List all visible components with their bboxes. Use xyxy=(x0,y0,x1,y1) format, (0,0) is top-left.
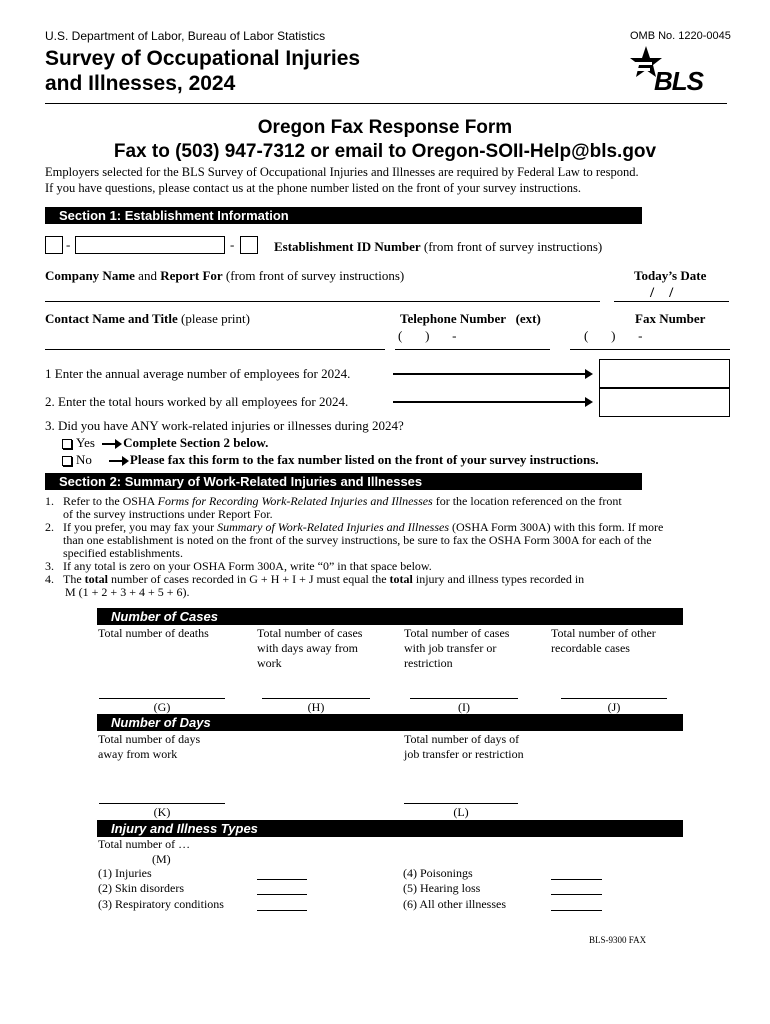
contact-bold: Contact Name and Title xyxy=(45,311,178,326)
contact-label xyxy=(45,311,250,327)
est-id-rest: (from front of survey instructions) xyxy=(423,239,603,254)
instruction-4-num: 4. xyxy=(45,572,54,586)
days-away-label: Total number of days away from work xyxy=(98,732,201,761)
todays-date-label: Today’s Date xyxy=(634,268,707,283)
est-id-bold: Establishment ID Number xyxy=(274,239,421,254)
instruction-2-b: Summary of Work-Related Injuries and Illnesses xyxy=(217,520,449,534)
type-4-field[interactable] xyxy=(551,879,602,880)
yes-checkbox[interactable] xyxy=(62,439,72,449)
form-number: BLS-9300 FAX xyxy=(589,935,647,945)
instruction-1-num: 1. xyxy=(45,494,54,508)
telephone-field[interactable] xyxy=(395,349,550,350)
no-label: No xyxy=(76,452,92,467)
instruction-2-e: specified establishments. xyxy=(63,546,183,560)
question-2: 2. Enter the total hours worked by all employees for 2024. xyxy=(45,394,349,409)
intro-line2: If you have questions, please contact us at the phone number listed on the front of your survey instructions. xyxy=(45,181,581,195)
yes-label: Yes xyxy=(76,435,95,450)
date-separators: / / xyxy=(650,285,674,301)
est-id-box2[interactable] xyxy=(75,236,225,254)
bls-logo xyxy=(628,44,718,96)
est-id-box1[interactable] xyxy=(45,236,63,254)
type-5-field[interactable] xyxy=(551,894,602,895)
instruction-1-b: Forms for Recording Work-Related Injuries and Illnesses xyxy=(157,494,433,508)
yes-arrow-icon xyxy=(102,443,120,445)
instruction-4 xyxy=(45,573,735,599)
form-title: Oregon Fax Response Form xyxy=(257,117,513,138)
instruction-1-body xyxy=(63,495,622,521)
days-header: Number of Days xyxy=(97,714,683,731)
days-away-cases-label: Total number of cases with days away from work xyxy=(257,626,363,670)
letter-g: (G) xyxy=(153,700,171,714)
transfer-days-label: Total number of days of job transfer or restriction xyxy=(404,732,524,761)
field-k[interactable] xyxy=(99,803,225,804)
est-id-dash1: - xyxy=(66,237,71,252)
no-option xyxy=(62,452,599,468)
field-g[interactable] xyxy=(99,698,225,699)
agency-name: U.S. Department of Labor, Bureau of Labor Statistics xyxy=(45,29,326,43)
est-id-dash2: - xyxy=(230,237,235,252)
type-2-label: (2) Skin disorders xyxy=(98,881,184,895)
letter-i: (I) xyxy=(458,700,470,714)
instruction-4-d: total xyxy=(389,572,413,586)
field-h[interactable] xyxy=(262,698,370,699)
instruction-2-a: If you prefer, you may fax your xyxy=(63,520,218,534)
instruction-2-num: 2. xyxy=(45,520,54,534)
phone-format: ( ) - xyxy=(398,328,457,343)
question-1: 1 Enter the annual average number of employees for 2024. xyxy=(45,366,351,381)
type-1-label: (1) Injuries xyxy=(98,866,152,880)
yes-option xyxy=(62,435,268,451)
field-j[interactable] xyxy=(561,698,667,699)
survey-title-line2: and Illnesses, 2024 xyxy=(45,72,236,95)
company-bold1: Company Name xyxy=(45,268,135,283)
est-id-box3[interactable] xyxy=(240,236,258,254)
instruction-2 xyxy=(45,521,735,560)
field-l[interactable] xyxy=(404,803,518,804)
deaths-label: Total number of deaths xyxy=(98,626,209,640)
field-i[interactable] xyxy=(410,698,518,699)
header-rule xyxy=(45,103,727,104)
section1-header: Section 1: Establishment Information xyxy=(45,207,642,224)
cases-header: Number of Cases xyxy=(97,608,683,625)
q1-arrow-icon xyxy=(393,373,591,375)
telephone-label xyxy=(400,311,541,327)
company-label xyxy=(45,268,404,284)
instruction-3-num: 3. xyxy=(45,559,54,573)
instruction-3-text: If any total is zero on your OSHA Form 300A, write “0” in that space below. xyxy=(63,559,432,573)
question-3: 3. Did you have ANY work-related injuries or illnesses during 2024? xyxy=(45,418,404,433)
instruction-1-a: Refer to the OSHA xyxy=(63,494,158,508)
section2-instructions xyxy=(45,495,735,599)
letter-j: (J) xyxy=(607,700,621,714)
intro-text xyxy=(45,164,639,196)
telephone-text: Telephone Number xyxy=(400,311,506,326)
fax-email-line: Fax to (503) 947-7312 or email to Oregon-SOII-Help@bls.gov xyxy=(113,141,657,162)
instruction-4-f: M (1 + 2 + 3 + 4 + 5 + 6). xyxy=(65,585,190,599)
bls-logo-text: BLS xyxy=(654,66,703,96)
intro-line1: Employers selected for the BLS Survey of Occupational Injuries and Illnesses are required by Federal Law to respond. xyxy=(45,165,639,179)
instruction-2-c: (OSHA Form 300A) with this form. If more xyxy=(449,520,664,534)
letter-h: (H) xyxy=(307,700,325,714)
omb-number: OMB No. 1220-0045 xyxy=(630,30,731,42)
est-id-label xyxy=(274,239,602,255)
type-5-label: (5) Hearing loss xyxy=(403,881,481,895)
employees-input-box[interactable] xyxy=(599,359,730,388)
type-3-field[interactable] xyxy=(257,910,307,911)
company-name-field[interactable] xyxy=(45,301,600,302)
types-header: Injury and Illness Types xyxy=(97,820,683,837)
other-cases-label: Total number of other recordable cases xyxy=(551,626,656,655)
contact-name-field[interactable] xyxy=(45,349,385,350)
letter-m: (M) xyxy=(152,852,171,866)
company-rest: (from front of survey instructions) xyxy=(225,268,405,283)
instruction-2-body xyxy=(63,521,663,560)
instruction-2-d: than one establishment is noted on the front of the survey instructions, be sure to fax the OSHA Form 300A for each of the xyxy=(63,533,652,547)
contact-rest: (please print) xyxy=(181,311,250,326)
fax-number-label: Fax Number xyxy=(635,311,706,326)
type-6-label: (6) All other illnesses xyxy=(403,897,506,911)
instruction-4-b: total xyxy=(84,572,108,586)
type-4-label: (4) Poisonings xyxy=(403,866,473,880)
hours-input-box[interactable] xyxy=(599,388,730,417)
type-6-field[interactable] xyxy=(551,910,602,911)
fax-number-field[interactable] xyxy=(570,349,730,350)
fax-format: ( ) - xyxy=(584,328,643,343)
instruction-4-c: number of cases recorded in G + H + I + J must equal the xyxy=(107,572,390,586)
section2-header: Section 2: Summary of Work-Related Injuries and Illnesses xyxy=(45,473,642,490)
no-checkbox[interactable] xyxy=(62,456,72,466)
instruction-1 xyxy=(45,495,735,521)
company-bold2: Report For xyxy=(160,268,223,283)
instruction-4-e: injury and illness types recorded in xyxy=(412,572,585,586)
survey-title-line1: Survey of Occupational Injuries xyxy=(45,47,361,70)
survey-title xyxy=(45,46,360,96)
instruction-1-c: for the location referenced on the front xyxy=(432,494,622,508)
no-instruction: Please fax this form to the fax number listed on the front of your survey instructions. xyxy=(129,452,599,467)
q2-arrow-icon xyxy=(393,401,591,403)
type-2-field[interactable] xyxy=(257,894,307,895)
transfer-cases-label: Total number of cases with job transfer or restriction xyxy=(404,626,510,670)
instruction-1-d: of the survey instructions under Report For. xyxy=(63,507,273,521)
type-3-label: (3) Respiratory conditions xyxy=(98,897,224,911)
yes-instruction: Complete Section 2 below. xyxy=(123,435,269,450)
todays-date-field[interactable] xyxy=(614,301,729,302)
total-number-of: Total number of … xyxy=(98,837,191,851)
company-and: and xyxy=(138,268,157,283)
instruction-4-body xyxy=(63,573,584,599)
type-1-field[interactable] xyxy=(257,879,307,880)
letter-l: (L) xyxy=(453,805,469,819)
ext-text: (ext) xyxy=(515,311,541,326)
letter-k: (K) xyxy=(153,805,171,819)
no-arrow-icon xyxy=(109,460,127,462)
instruction-4-a: The xyxy=(63,572,85,586)
